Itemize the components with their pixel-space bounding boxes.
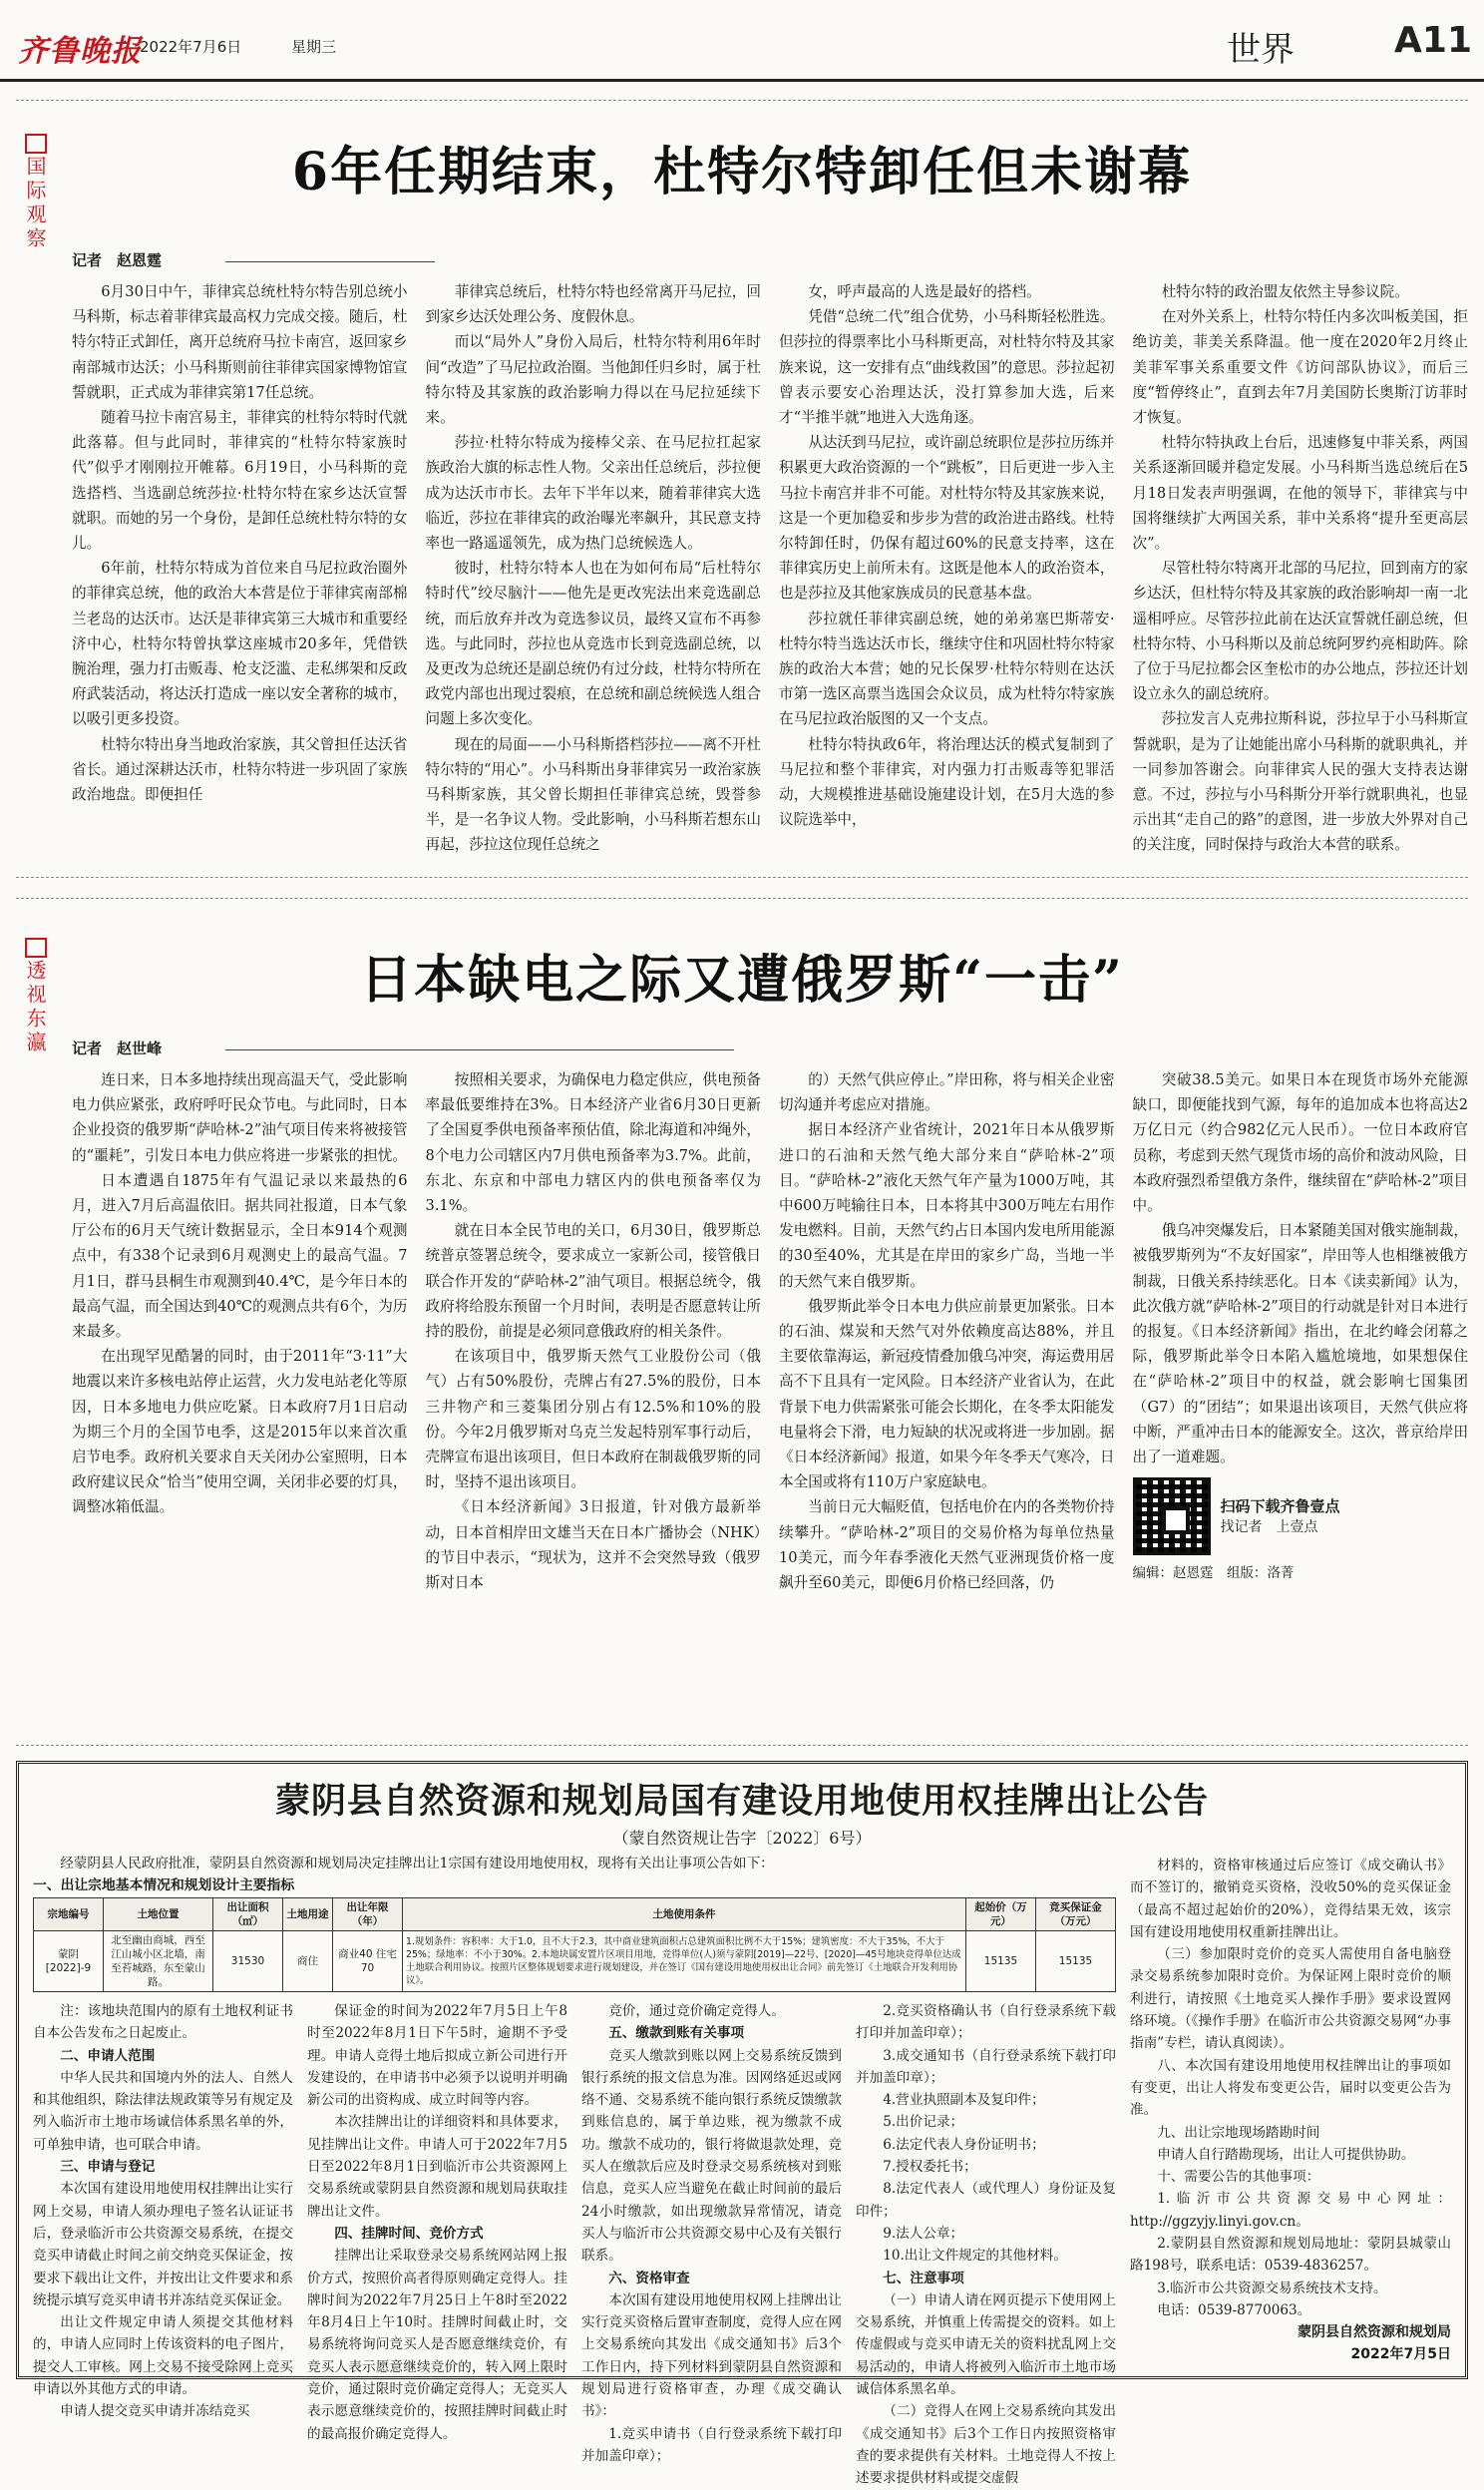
paragraph: 保证金的时间为2022年7月5日上午8时至2022年8月1日下午5时，逾期不予受理。申请人竞得土地后拟成立新公司进行开发建设的，在申请书中必须予以说明并明确新公司的出资构成、成立时间等内容。 [307, 2003, 567, 2109]
notice-column [307, 2000, 567, 2442]
paragraph: 莎拉发言人克弗拉斯科说，莎拉早于小马科斯宣誓就职，是为了让她能出席小马科斯的就职典礼，并一同参加答谢会。向菲律宾人民的强大支持表达谢意。不过，莎拉与小马科斯分开举行就职典礼，也显示出其“走自己的路”的意图，进一步放大外界对自己的关注度，同时保持与政治大本营的联系。 [1132, 710, 1468, 854]
column-header: 宗地编号 [34, 1898, 104, 1931]
column-header: 出让年限（年） [333, 1898, 403, 1931]
paragraph: 电话：0539-8770063。 [1157, 2301, 1311, 2318]
paragraph: 杜特尔特执政上台后，迅速修复中菲关系，两国关系逐渐回暖并稳定发展。小马科斯当选总统后在5月18日发表声明强调，在他的领导下，菲律宾与中国将继续扩大两国关系，菲中关系将“提升至更高层次”。 [1132, 434, 1468, 553]
section-heading: 四、挂牌时间、竞价方式 [334, 2225, 484, 2242]
article-column [426, 1067, 762, 1736]
table-row [34, 1931, 1116, 1992]
article-columns [72, 1067, 1468, 1736]
article-column [1133, 1067, 1469, 1736]
section-heading: 十、需要公告的其他事项： [1157, 2169, 1320, 2186]
paragraph: 注：该地块范围内的原有土地权利证书自本公告发布之日起废止。 [33, 2003, 293, 2042]
column-label: 国际观察 [22, 134, 50, 251]
byline: 记者 赵世峰 [72, 1039, 163, 1057]
paragraph: 4.营业执照副本及复印件； [883, 2092, 1045, 2109]
paragraph: 从达沃到马尼拉，或许副总统职位是莎拉历练并积累更大政治资源的一个“跳板”，日后更进一步入主马拉卡南宫并非不可能。对杜特尔特及其家族来说，这是一个更加稳妥和步步为营的政治进击路线。杜特尔特卸任时，仍保有超过60%的民意支持率，这在菲律宾历史上前所未有。这既是他本人的政治资本，也是莎拉及其他家族成员的民意基本盘。 [779, 434, 1115, 603]
article-column [779, 1067, 1115, 1736]
byline: 记者 赵恩霆 [72, 251, 163, 269]
story-duterte [16, 100, 1468, 878]
column-header: 土地位置 [104, 1898, 213, 1931]
paragraph: 就在日本全民节电的关口，6月30日，俄罗斯总统普京签署总统令，要求成立一家新公司，接管俄日联合作开发的“萨哈林-2”油气项目。根据总统令，俄政府将给股东预留一个月时间，表明是否愿意转让所持的股份，前提是必须同意俄政府的相关条件。 [425, 1222, 761, 1341]
qr-code-icon[interactable] [1133, 1477, 1211, 1555]
paragraph: 彼时，杜特尔特本人也在为如何布局“后杜特尔特时代”绞尽脑汁——他先是更改宪法出来竞选副总统，而后放弃并改为竞选参议员，最终又宣布不再参选。与此同时，莎拉也从竞选市长到竞选副总统，以及更改为总统还是副总统仍有过分歧，杜特尔特所在政党内部也出现过裂痕，在总统和副总统候选人组合问题上多次变化。 [425, 560, 761, 728]
paragraph: 8.法定代表人（或代理人）身份证及复印件； [856, 2181, 1116, 2220]
notice-title: 蒙阴县自然资源和规划局国有建设用地使用权挂牌出让公告 [274, 1782, 1209, 1822]
paragraph: 2.蒙阴县自然资源和规划局地址：蒙阴县城蒙山路198号，联系电话：0539-4836257。 [1130, 2236, 1451, 2275]
paragraph: 本次挂牌出让的详细资料和具体要求，见挂牌出让文件。申请人可于2022年7月5日至2022年8月1日到临沂市公共资源网上交易系统或蒙阴县自然资源和规划局获取挂牌出让文件。 [307, 2114, 567, 2220]
paragraph: 日本遭遇自1875年有气温记录以来最热的6月，进入7月后高温依旧。据共同社报道，日本气象厅公布的6月天气统计数据显示，全日本914个观测点中，有338个记录到6月观测史上的最高气温。7月1日，群马县桐生市观测到40.4℃，是今年日本的最高气温，而全国达到40℃的观测点共有6个，为历来最多。 [72, 1171, 408, 1341]
qr-subtitle: 找记者 上壹点 [1220, 1518, 1318, 1535]
paragraph: 莎拉就任菲律宾副总统，她的弟弟塞巴斯蒂安·杜特尔特当选达沃市长，继续守住和巩固杜特尔特家族的政治大本营；她的兄长保罗·杜特尔特则在达沃市第一选区高票当选国会众议员，成为杜特尔特家族在马尼拉政治版图的又一个支点。 [779, 610, 1115, 728]
parcel-area: 31530 [213, 1931, 283, 1992]
paragraph: 挂牌出让采取登录交易系统网站网上报价方式，按照价高者得原则确定竞得人。挂牌时间为2022年7月25日上午8时至2022年8月4日上午10时。挂牌时间截止时，交易系统将询问竞买人是否愿意继续竞价，有竞买人表示愿意继续竞价的，转入网上限时竞价，通过限时竞价确定竞得人；无竞买人表示愿意继续竞价的，按照挂牌时间截止时的最高报价确定竞得人。 [307, 2248, 567, 2442]
paragraph: 竞买人缴款到账以网上交易系统反馈到银行系统的报文信息为准。因网络延迟或网络不通、交易系统不能向银行系统反馈缴款到账信息的，属于单边账，视为缴款不成功。缴款不成功的，银行将做退款处理，竞买人在缴款后应及时登录交易系统核对到账信息，竞买人应当避免在截止时间前的最后24小时缴款，如出现缴款异常情况，请竞买人与临沂市公共资源交易中心及有关银行联系。 [581, 2047, 842, 2265]
article-column [426, 279, 762, 868]
notice-columns [33, 2000, 1116, 2487]
paragraph: 1.临沂市公共资源交易中心网址：http://ggzyjy.linyi.gov.cn。 [1130, 2191, 1451, 2230]
app-promo [1133, 1477, 1469, 1555]
signoff-organization: 蒙阴县自然资源和规划局 [1298, 2324, 1451, 2341]
parcel-deposit: 15135 [1036, 1931, 1116, 1992]
paragraph: 按照相关要求，为确保电力稳定供应，供电预备率最低要维持在3%。日本经济产业省6月30日更新了全国夏季供电预备率预估值，除北海道和冲绳外，8个电力公司辖区内7月供电预备率为3.7%。此前，东北、东京和中部电力辖区内的供电预备率仅为3.1%。 [425, 1071, 761, 1215]
column-header: 出让面积（㎡） [213, 1898, 283, 1931]
paragraph: 9.法人公章； [883, 2225, 964, 2242]
newspaper-logo: 齐鲁晚报 [18, 34, 142, 69]
paragraph: 尽管杜特尔特离开北部的马尼拉，回到南方的家乡达沃，但杜特尔特及其家族的政治影响却一南一北遥相呼应。尽管莎拉此前在达沃宣誓就任副总统，但杜特尔特、小马科斯以及前总统阿罗约亮相助阵。除了位于马尼拉都会区奎松市的办公地点，莎拉还计划设立永久的副总统府。 [1132, 560, 1468, 703]
article-column [1133, 279, 1469, 868]
section-heading: 三、申请与登记 [60, 2159, 156, 2176]
paragraph: 的）天然气供应停止。”岸田称，将与相关企业密切沟通并考虑应对措施。 [779, 1071, 1115, 1114]
paragraph: （二）竞得人在网上交易系统向其发出《成交通知书》后3个工作日内按照资格审查的要求提供有关材料。土地竞得人不按上述要求提供材料或提交虚假 [856, 2403, 1116, 2487]
paragraph: 在该项目中，俄罗斯天然气工业股份公司（俄气）占有50%股份，壳牌占有27.5%的股份，日本三井物产和三菱集团分别占有12.5%和10%的股份。今年2月俄罗斯对乌克兰发起特别军事行动后，壳牌宣布退出该项目，但日本政府在制裁俄罗斯的同时，坚持不退出该项目。 [425, 1348, 761, 1491]
parcel-start-price: 15135 [966, 1931, 1036, 1992]
paragraph: 菲律宾总统后，杜特尔特也经常离开马尼拉，回到家乡达沃处理公务、度假休息。 [425, 283, 761, 326]
article-column [72, 279, 408, 868]
byline-rule [225, 1049, 734, 1050]
paragraph: 10.出让文件规定的其他材料。 [883, 2248, 1067, 2265]
parcel-term: 商业40 住宅70 [333, 1931, 403, 1992]
paragraph: 7.授权委托书； [883, 2159, 977, 2176]
paragraph: 杜特尔特执政6年，将治理达沃的模式复制到了马尼拉和整个菲律宾，对内强力打击贩毒等犯罪活动，大规模推进基础设施建设计划，在5月大选的参议院选举中， [779, 735, 1115, 829]
paragraph: 莎拉·杜特尔特成为接棒父亲、在马尼拉扛起家族政治大旗的标志性人物。父亲出任总统后，莎拉便成为达沃市市长。去年下半年以来，随着菲律宾大选临近，莎拉在菲律宾的政治曝光率飙升，其民意支持率也一路遥遥领先，成为热门总统候选人。 [425, 434, 761, 553]
column-header: 竞买保证金（万元） [1036, 1898, 1116, 1931]
page-number: A11 [1394, 20, 1472, 61]
paragraph: 1.竞买申请书（自行登录系统下载打印并加盖印章）； [581, 2425, 842, 2464]
paragraph: （三）参加限时竞价的竞买人需使用自备电脑登录交易系统参加限时竞价。为保证网上限时竞价的顺利进行，请按照《土地竞买人操作手册》要求设置网络环境。（《操作手册》在临沂市公共资源交易网“办事指南”专栏，请认真阅读）。 [1130, 1946, 1451, 2052]
notice-right-column [1130, 1855, 1451, 2365]
column-header: 土地用途 [283, 1898, 333, 1931]
notice-number: （蒙自然资规让告字〔2022〕6号） [612, 1829, 872, 1848]
paragraph: 本次国有建设用地使用权挂牌出让实行网上交易，申请人须办理电子签名认证证书后，登录临沂市公共资源交易系统，在提交竞买申请截止时间之前交纳竞买保证金，按要求下载出让文件，并按出让文件要求和系统提示填写竞买申请书并冻结竞买保证金。 [33, 2181, 293, 2308]
article-column [72, 1067, 408, 1736]
section-heading: 七、注意事项 [883, 2270, 964, 2286]
paragraph: 5.出价记录； [883, 2114, 964, 2131]
notice-column [33, 2000, 293, 2420]
paragraph: 连日来，日本多地持续出现高温天气，受此影响电力供应紧张，政府呼吁民众节电。与此同时，日本企业投资的俄罗斯“萨哈林-2”油气项目传来将被接管的“噩耗”，引发日本电力供应将进一步紧张的担忧。 [72, 1071, 408, 1164]
parcel-conditions: 1.规划条件：容积率：大于1.0，且不大于2.3，其中商业建筑面积占总建筑面积比例不大于15%；建筑密度：不大于35%，不大于25%；绿地率：不小于30%。2.本地块属安置片区项目用地，竞得单位(人)须与蒙阴[2019]—22号、[2020]—45号地块竞得单位达成土地联合利用协议。按照片区整体规划要求进行规划建设，并在签订《国有建设用地使用权出让合同》前先签订《土地联合开发利用协议》。 [403, 1931, 966, 1992]
paragraph: 《日本经济新闻》3日报道，针对俄方最新举动，日本首相岸田文雄当天在日本广播协会（NHK）的节目中表示，“现状为，这并不会突然导致（俄罗斯对日本 [425, 1498, 761, 1592]
section-heading: 一、出让宗地基本情况和规划设计主要指标 [33, 1877, 295, 1893]
notice-intro: 经蒙阴县人民政府批准，蒙阴县自然资源和规划局决定挂牌出让1宗国有建设用地使用权，现将有关出让事项公告如下： [60, 1856, 774, 1871]
paragraph: 而以“局外人”身份入局后，杜特尔特利用6年时间“改造”了马尼拉政治圈。当他卸任归乡时，属于杜特尔特及其家族的政治影响力得以在马尼拉延续下来。 [425, 333, 761, 427]
paragraph: 在出现罕见酷暑的同时，由于2011年“3·11”大地震以来许多核电站停止运营，火力发电站老化等原因，日本多地电力供应吃紧。日本政府7月1日启动为期三个月的全国节电季，这是2015年以来首次重启节电季。政府机关要求自天关闭办公室照明，日本政府建议民众“恰当”使用空调，关闭非必要的灯具，调整冰箱低温。 [72, 1348, 408, 1516]
paragraph: 女，呼声最高的人选是最好的搭档。 [808, 283, 1041, 300]
paragraph: 据日本经济产业省统计，2021年日本从俄罗斯进口的石油和天然气绝大部分来自“萨哈林-2”项目。“萨哈林-2”液化天然气年产量为1000万吨，其中600万吨输往日本，日本将其中300万吨左右用作发电燃料。目前，天然气约占日本国内发电所用能源的30至40%，尤其是在岸田的家乡广岛，当地一半的天然气来自俄罗斯。 [779, 1121, 1115, 1290]
paragraph: 3.临沂市公共资源交易系统技术支持。 [1157, 2280, 1387, 2296]
issue-date: 2022年7月6日 [140, 38, 242, 56]
notice-column [856, 2000, 1116, 2487]
qr-title: 扫码下载齐鲁壹点 [1220, 1496, 1340, 1515]
column-label: 透视东瀛 [22, 938, 50, 1055]
parcel-use: 商住 [283, 1931, 333, 1992]
paragraph: 在对外关系上，杜特尔特任内多次叫板美国，拒绝访美，菲美关系降温。他一度在2020年2月终止美菲军事关系重要文件《访问部队协议》，而后三度“暂停终止”，直到去年7月美国防长奥斯汀访菲时才恢复。 [1132, 308, 1468, 427]
paragraph: 杜特尔特出身当地政治家族，其父曾担任达沃省省长。通过深耕达沃市，杜特尔特进一步巩固了家族政治地盘。即便担任 [72, 735, 408, 804]
paragraph: 现在的局面——小马科斯搭档莎拉——离不开杜特尔特的“用心”。小马科斯出身菲律宾另一政治家族马科斯家族，其父曾长期担任菲律宾总统，毁誉参半，是一名争议人物。受此影响，小马科斯若想东山再起，莎拉这位现任总统之 [425, 735, 761, 854]
notice-column [581, 2000, 842, 2464]
paragraph: 本次国有建设用地使用权网上挂牌出让实行竞买资格后置审查制度，竞得人应在网上交易系统向其发出《成交通知书》后3个工作日内，持下列材料到蒙阴县自然资源和规划局进行资格审查，办理《成交确认书》： [581, 2291, 842, 2420]
paragraph: 3.成交通知书（自行登录系统下载打印并加盖印章）； [856, 2047, 1116, 2086]
parcel-location: 北至幽由商城，西至江山城小区北墙，南至苔城路，东至蒙山路。 [104, 1931, 213, 1992]
paragraph: 6月30日中午，菲律宾总统杜特尔特告别总统小马科斯，标志着菲律宾最高权力完成交接。随后，杜特尔特正式卸任，离开总统府马拉卡南宫，返回家乡南部城市达沃；小马科斯则前往菲律宾国家博物馆宣誓就职，正式成为菲律宾第17任总统。 [72, 283, 408, 401]
editor-credit: 编辑：赵恩霆 组版：洛菁 [1132, 1565, 1295, 1582]
section-heading: 二、申请人范围 [60, 2047, 156, 2064]
paragraph: 申请人自行踏勘现场，出让人可提供协助。 [1157, 2146, 1415, 2163]
article-columns [72, 279, 1468, 868]
qr-caption [1221, 1496, 1340, 1537]
byline-rule [225, 261, 435, 262]
paragraph: 6年前，杜特尔特成为首位来自马尼拉政治圈外的菲律宾总统，他的政治大本营是位于菲律宾南部棉兰老岛的达沃市。达沃是菲律宾第三大城市和重要经济中心，杜特尔特曾执掌这座城市20多年，凭借铁腕治理，强力打击贩毒、枪支泛滥、走私绑架和反政府武装活动，将达沃打造成一座以安全著称的城市，以吸引更多投资。 [72, 560, 408, 728]
paragraph: 材料的，资格审核通过后应签订《成交确认书》而不签订的，撤销竞买资格，没收50%的竞买保证金（最高不超过起始价的20%），竞得结果无效，该宗国有建设用地使用权重新挂牌出让。 [1130, 1858, 1451, 1940]
story-japan-power [16, 898, 1468, 1746]
issue-weekday: 星期三 [291, 38, 337, 56]
parcel-id: 蒙阴[2022]-9 [34, 1931, 104, 1992]
section-heading: 六、资格审查 [608, 2270, 690, 2286]
paragraph: 中华人民共和国境内外的法人、自然人和其他组织，除法律法规政策等另有规定及列入临沂市土地市场诚信体系黑名单的外，可单独申请，也可联合申请。 [33, 2069, 293, 2153]
paragraph: 出让文件规定申请人须提交其他材料的，申请人应同时上传该资料的电子图片，提交人工审核。网上交易不接受除网上竞买申请以外其他方式的申请。 [33, 2314, 293, 2398]
section-name: 世界 [1227, 30, 1295, 70]
parcel-table [33, 1897, 1116, 1992]
paragraph: 俄罗斯此举令日本电力供应前景更加紧张。日本的石油、煤炭和天然气对外依赖度高达88%，并且主要依靠海运，新冠疫情叠加俄乌冲突，海运费用居高不下且具有一定风险。日本经济产业省认为，在此背景下电力供需紧张可能会长期化，在冬季太阳能发电量将会下滑，电力短缺的状况或将进一步加剧。据《日本经济新闻》报道，如果今年冬季天气寒冷，日本全国或将有110万户家庭缺电。 [779, 1297, 1115, 1491]
paragraph: 6.法定代表人身份证明书； [883, 2136, 1045, 2153]
signoff-date: 2022年7月5日 [1350, 2346, 1451, 2363]
section-heading: 八、本次国有建设用地使用权挂牌出让的事项如有变更，出让人将发布变更公告，届时以变更公告为准。 [1130, 2057, 1451, 2119]
column-header: 土地使用条件 [403, 1898, 966, 1931]
paragraph: 凭借“总统二代”组合优势，小马科斯轻松胜选。但莎拉的得票率比小马科斯更高，对杜特尔特及其家族来说，这一安排有点“曲线救国”的意思。莎拉起初曾表示要安心治理达沃，没打算参加大选，后来才“半推半就”地进入大选角逐。 [779, 308, 1115, 427]
paragraph: 杜特尔特的政治盟友依然主导参议院。 [1161, 283, 1409, 300]
paragraph: 当前日元大幅贬值，包括电价在内的各类物价持续攀升。“萨哈林-2”项目的交易价格为每单位热量10美元，而今年春季液化天然气亚洲现货价格一度飙升至60美元，即便6月价格已经回落，仍 [779, 1498, 1115, 1592]
paragraph: 随着马拉卡南宫易主，菲律宾的杜特尔特时代就此落幕。但与此同时，菲律宾的“杜特尔特家族时代”似乎才刚刚拉开帷幕。6月19日，小马科斯的竞选搭档、当选副总统莎拉·杜特尔特在家乡达沃宣誓就职。而她的另一个身份，是卸任总统杜特尔特的女儿。 [72, 409, 408, 553]
paragraph: 申请人提交竞买申请并冻结竞买 [60, 2403, 250, 2420]
paragraph: 突破38.5美元。如果日本在现货市场外充能源缺口，即便能找到气源，每年的追加成本也将高达2万亿日元（约合982亿元人民币）。一位日本政府官员称，考虑到天然气现货市场的高价和波动风险，日本政府强烈希望俄方条件，继续留在“萨哈林-2”项目中。 [1132, 1071, 1468, 1215]
paragraph: （一）申请人请在网页提示下使用网上交易系统，并慎重上传需提交的资料。如上传虚假或与竞买申请无关的资料扰乱网上交易活动的，申请人将被列入临沂市土地市场诚信体系黑名单。 [856, 2291, 1116, 2398]
column-header: 起始价（万元） [966, 1898, 1036, 1931]
headline: 日本缺电之际又遭俄罗斯“一击” [360, 950, 1124, 1011]
section-heading: 五、缴款到账有关事项 [608, 2025, 745, 2042]
paragraph: 俄乌冲突爆发后，日本紧随美国对俄实施制裁，被俄罗斯列为“不友好国家”，岸田等人也相继被俄方制裁，日俄关系持续恶化。日本《读卖新闻》认为，此次俄方就“萨哈林-2”项目的行动就是针对日本进行的报复。《日本经济新闻》指出，在北约峰会闭幕之际，俄罗斯此举令日本陷入尴尬境地，如果想保住在“萨哈林-2”项目中的权益，就会影响七国集团（G7）的“团结”；如果退出该项目，天然气供应将中断，严重冲击日本的能源安全。这次，普京给岸田出了一道难题。 [1132, 1222, 1468, 1466]
masthead [0, 0, 1484, 82]
paragraph: 2.竞买资格确认书（自行登录系统下载打印并加盖印章）； [856, 2003, 1116, 2042]
headline: 6年任期结束，杜特尔特卸任但未谢幕 [291, 142, 1193, 203]
paragraph: 竞价，通过竞价确定竞得人。 [608, 2003, 785, 2019]
table-header-row [34, 1898, 1116, 1931]
land-auction-notice [16, 1761, 1468, 2487]
section-heading: 九、出让宗地现场踏勘时间 [1157, 2124, 1320, 2141]
article-column [779, 279, 1115, 868]
